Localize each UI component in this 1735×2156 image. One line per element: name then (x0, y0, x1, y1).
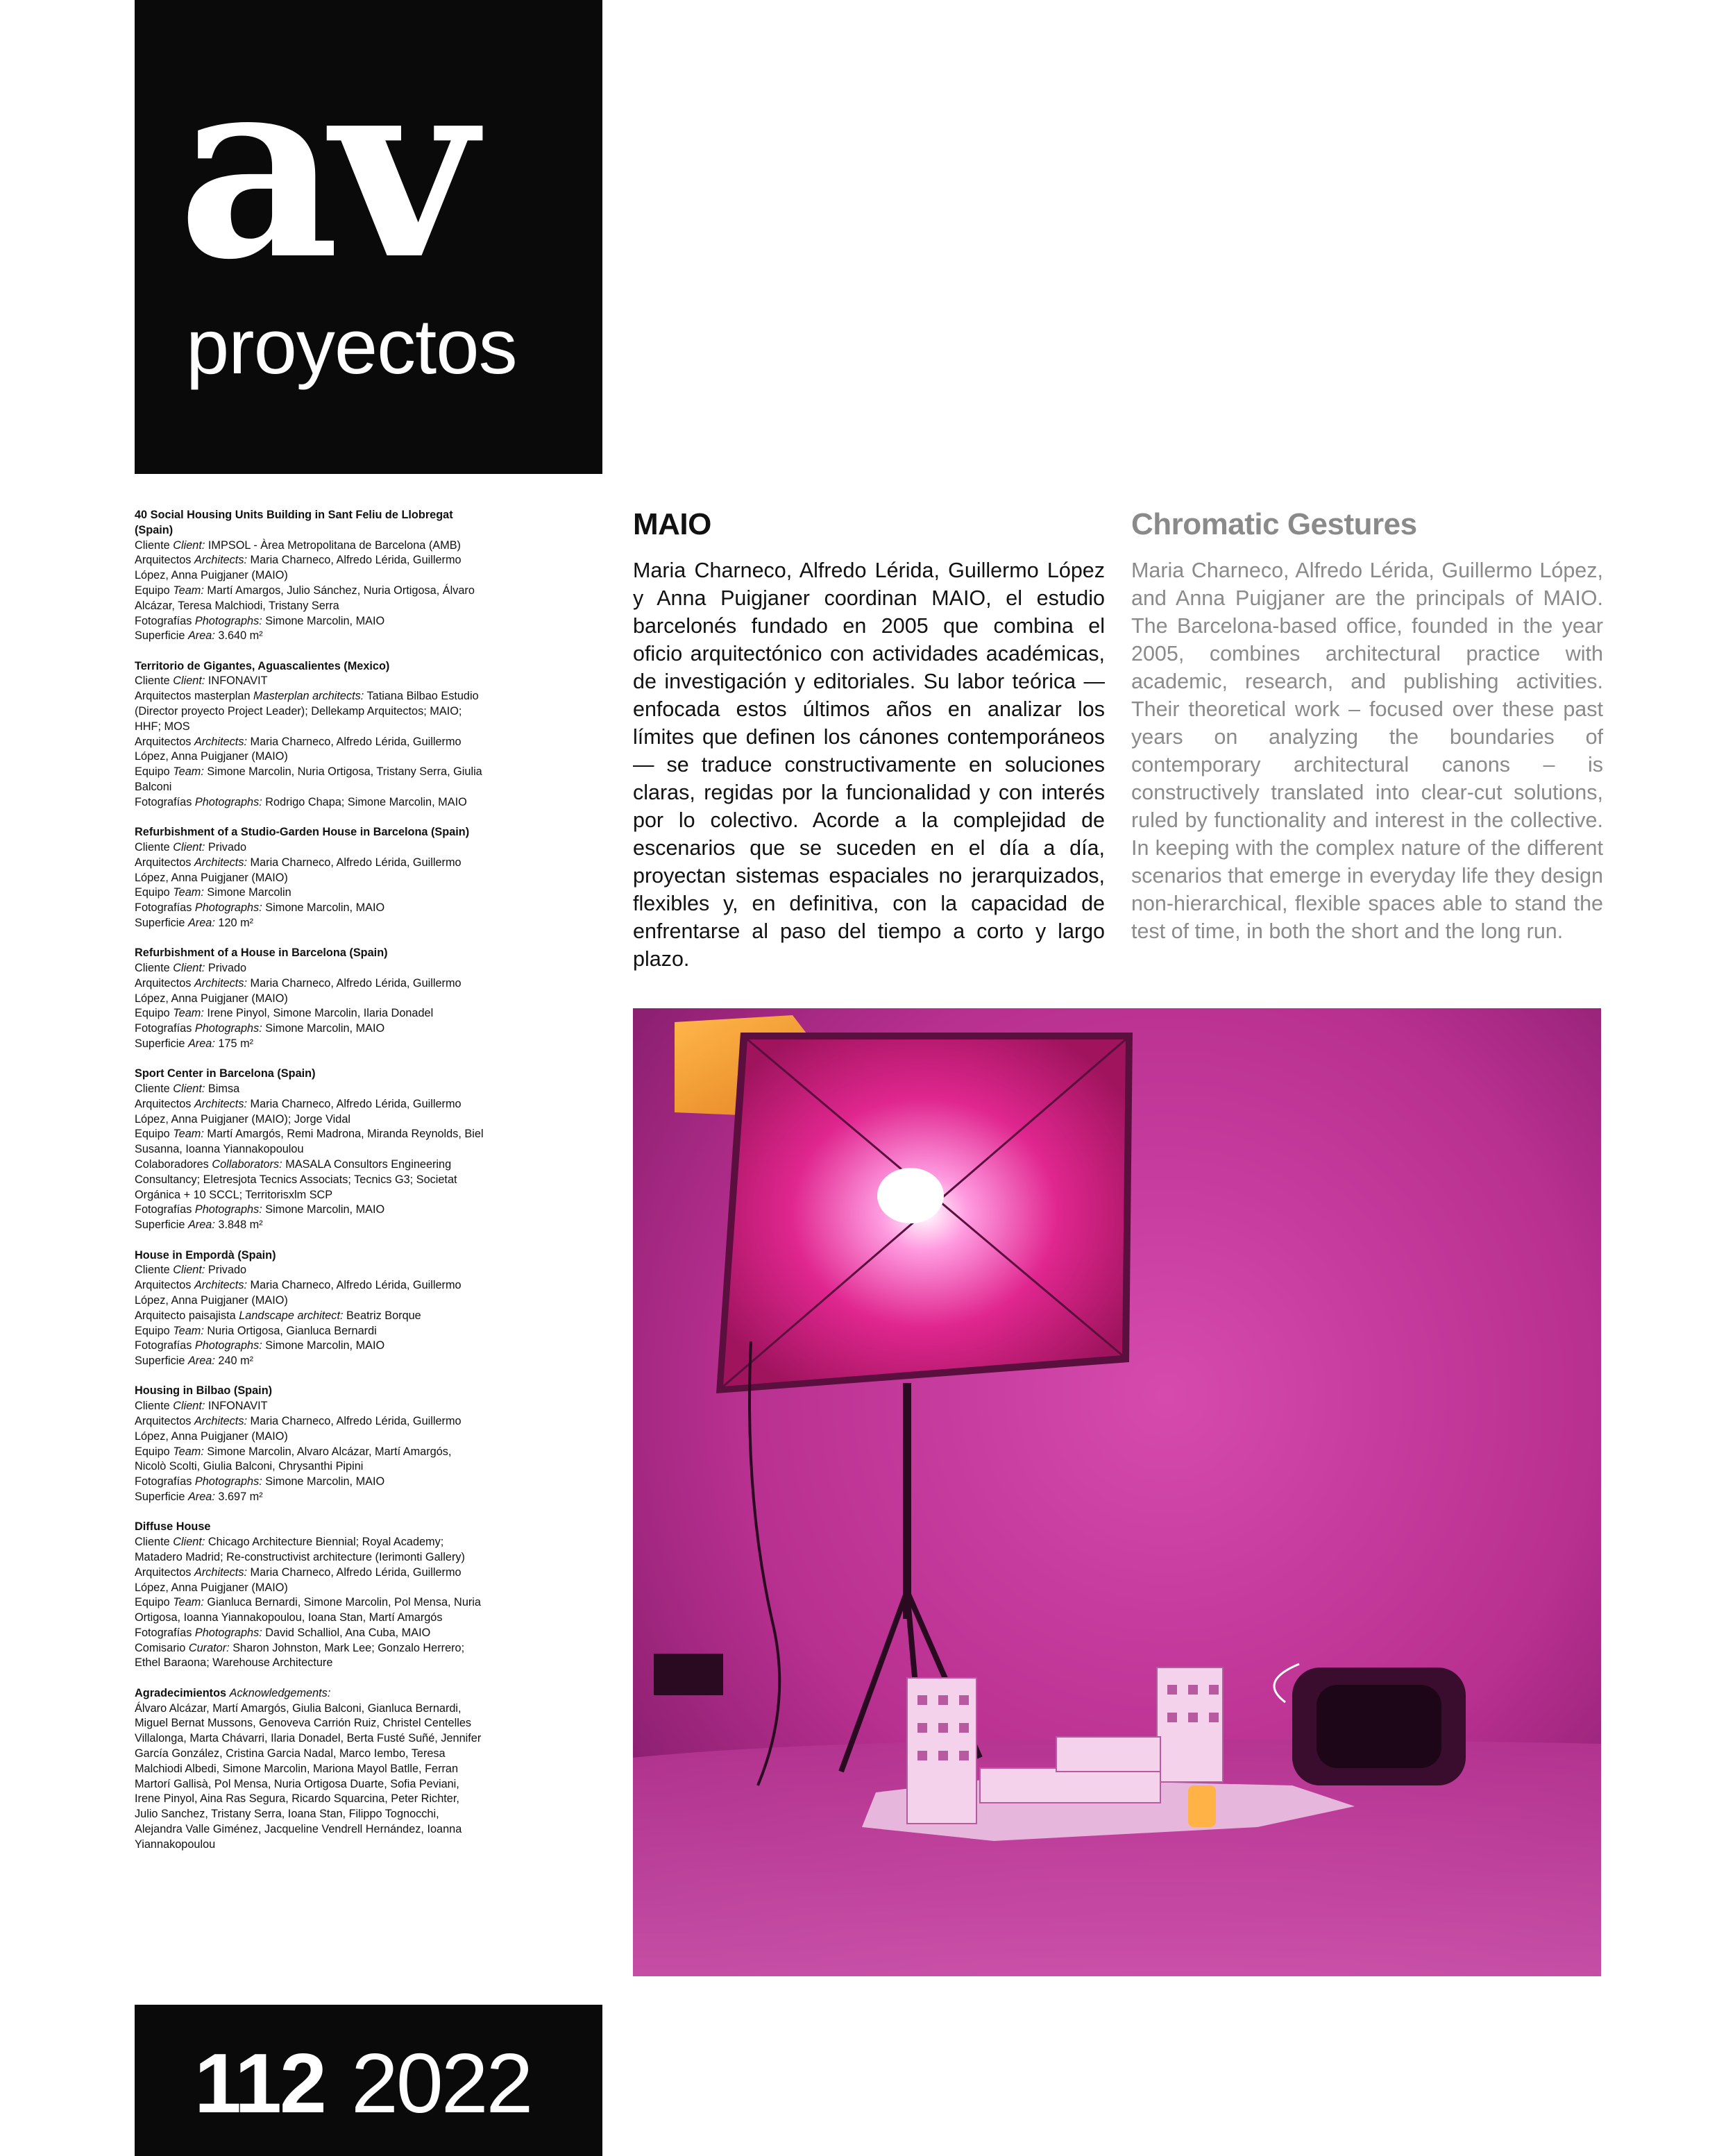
credit-line (135, 1324, 484, 1339)
credit-label: Arquitectos masterplan (135, 690, 251, 703)
credit-line (135, 1021, 484, 1037)
credit-label-en: Team: (173, 1324, 204, 1337)
credit-label: Cliente (135, 674, 170, 688)
credit-value: 3.848 m² (218, 1219, 263, 1232)
issue-number: 112 (194, 2036, 325, 2130)
credit-label-en: Area: (187, 916, 215, 929)
credit-line (135, 1006, 484, 1021)
credit-value: INFONAVIT (208, 1400, 268, 1413)
credit-line (135, 1490, 484, 1505)
credit-label: Fotografías (135, 614, 192, 627)
acknowledgements-heading (135, 1686, 484, 1701)
credit-value: Maria Charneco, Alfredo Lérida, Guillermo López, Anna Puigjaner (MAIO) (135, 554, 462, 582)
credit-line (135, 1339, 484, 1354)
credit-value: Simone Marcolin (207, 886, 291, 899)
credit-label-en: Curator: (188, 1641, 230, 1654)
credit-value: Nuria Ortigosa, Gianluca Bernardi (207, 1324, 377, 1337)
credit-line (135, 1157, 484, 1203)
credit-value: Simone Marcolin, MAIO (265, 1475, 385, 1488)
credit-value: Maria Charneco, Alfredo Lérida, Guillermo López, Anna Puigjaner (MAIO) (135, 1415, 462, 1443)
credit-line (135, 689, 484, 734)
credit-value: Simone Marcolin, MAIO (265, 1022, 385, 1035)
credit-line (135, 1309, 484, 1324)
magazine-logo: av (178, 21, 468, 314)
credit-label: Equipo (135, 886, 170, 899)
credit-value: Simone Marcolin, Alvaro Alcázar, Martí Amargós, Nicolò Scolti, Giulia Balconi, Chrysanthi Pipini (135, 1445, 452, 1473)
credit-label-en: Area: (187, 1219, 215, 1232)
credit-label-en: Area: (187, 1491, 215, 1504)
credit-line (135, 916, 484, 931)
credit-value: 175 m² (218, 1037, 254, 1050)
credit-label: Fotografías (135, 1022, 192, 1035)
article-body-es: Maria Charneco, Alfredo Lérida, Guillermo López y Anna Puigjaner coordinan MAIO, el estudio barcelonés fundado en 2005 que combina el oficio arquitectónico con actividades académicas, de investigación y editoriales. Su labor teórica —enfocada estos últimos años en analizar los límites que definen los cánones contemporáneos— se traduce constructivamente en soluciones claras, regidas por la funcionalidad y con interés por lo colectivo. Acorde a la complejidad de escenarios que se suceden en el día a día, proyectan sistemas espaciales no jerarquizados, flexibles y, en definitiva, con la capacidad de enfrentarse al paso del tiempo a corto y largo plazo. (633, 559, 1105, 971)
credit-line (135, 629, 484, 644)
acknowledgements-label-en: Acknowledgements: (229, 1686, 331, 1699)
credit-label-en: Photographs: (194, 795, 262, 808)
credit-value: Simone Marcolin, MAIO (265, 901, 385, 915)
credit-label-en: Client: (173, 1536, 205, 1549)
issue-bar (135, 2005, 602, 2156)
credit-label: Cliente (135, 1083, 170, 1096)
credit-block (135, 1520, 484, 1671)
credit-label: Arquitectos (135, 1097, 192, 1110)
credit-block (135, 1384, 484, 1504)
credit-label: Superficie (135, 1355, 185, 1368)
masthead (135, 0, 602, 474)
credit-line (135, 856, 484, 886)
credit-block (135, 825, 484, 931)
credit-value: Simone Marcolin, MAIO (265, 1203, 385, 1216)
credit-line (135, 553, 484, 584)
credit-label-en: Collaborators: (212, 1158, 282, 1171)
credit-line (135, 1263, 484, 1278)
credit-value: Maria Charneco, Alfredo Lérida, Guillermo López, Anna Puigjaner (MAIO) (135, 1565, 462, 1594)
acknowledgements-block (135, 1686, 484, 1853)
credit-project-title: Refurbishment of a Studio-Garden House in Barcelona (Spain) (135, 826, 470, 839)
credit-label: Equipo (135, 1596, 170, 1609)
credit-line (135, 538, 484, 554)
credit-label: Fotografías (135, 901, 192, 915)
credit-label: Cliente (135, 1536, 170, 1549)
photo-illustration (633, 1008, 1601, 1976)
credit-value: Gianluca Bernardi, Simone Marcolin, Pol Mensa, Nuria Ortigosa, Ioanna Yiannakopoulou, Ioana Stan, Martí Amargós (135, 1596, 481, 1624)
credit-line (135, 1475, 484, 1490)
credit-value: Martí Amargós, Remi Madrona, Miranda Reynolds, Biel Susanna, Ioanna Yiannakopoulou (135, 1128, 484, 1156)
credit-label-en: Photographs: (194, 614, 262, 627)
credit-label-en: Masterplan architects: (253, 690, 364, 703)
credit-value: Simone Marcolin, MAIO (265, 1339, 385, 1352)
credit-label: Fotografías (135, 1475, 192, 1488)
credit-value: Maria Charneco, Alfredo Lérida, Guillermo López, Anna Puigjaner (MAIO); Jorge Vidal (135, 1097, 462, 1126)
credit-label: Equipo (135, 1128, 170, 1141)
credit-label-en: Team: (173, 1596, 204, 1609)
credit-line (135, 1127, 484, 1157)
credit-value: Rodrigo Chapa; Simone Marcolin, MAIO (265, 795, 467, 808)
credit-label-en: Architects: (194, 1279, 247, 1292)
acknowledgements-label: Agradecimientos (135, 1686, 227, 1699)
credit-label-en: Team: (173, 1007, 204, 1020)
credit-project-title: 40 Social Housing Units Building in Sant Feliu de Llobregat (Spain) (135, 509, 453, 536)
credit-line (135, 614, 484, 629)
credit-value: Maria Charneco, Alfredo Lérida, Guillermo López, Anna Puigjaner (MAIO) (135, 1279, 462, 1307)
credit-label-en: Architects: (194, 735, 247, 748)
credit-label-en: Team: (173, 1445, 204, 1458)
credit-value: INFONAVIT (208, 674, 268, 688)
issue-year: 2022 (351, 2036, 532, 2130)
credit-label-en: Architects: (194, 1415, 247, 1428)
credit-value: Simone Marcolin, MAIO (265, 614, 385, 627)
credit-label-en: Photographs: (194, 1339, 262, 1352)
credit-label-en: Architects: (194, 856, 247, 869)
credit-line (135, 795, 484, 810)
credit-line (135, 1082, 484, 1097)
credit-label-en: Team: (173, 1128, 204, 1141)
credit-label-en: Client: (173, 674, 205, 688)
credit-value: Beatriz Borque (346, 1309, 421, 1322)
credit-line (135, 1641, 484, 1672)
credit-project-title: Sport Center in Barcelona (Spain) (135, 1067, 316, 1080)
credit-label: Equipo (135, 1445, 170, 1458)
credit-block (135, 508, 484, 644)
credit-label-en: Area: (187, 1037, 215, 1050)
credit-label: Cliente (135, 1264, 170, 1277)
credit-line (135, 1626, 484, 1641)
credit-label: Equipo (135, 765, 170, 779)
credit-label: Arquitecto paisajista (135, 1309, 236, 1322)
credit-line (135, 735, 484, 765)
credit-line (135, 1203, 484, 1218)
credit-label: Fotografías (135, 1339, 192, 1352)
credit-label-en: Architects: (194, 1565, 247, 1579)
credit-label: Cliente (135, 1400, 170, 1413)
credit-label: Superficie (135, 1219, 185, 1232)
credit-value: Chicago Architecture Biennial; Royal Academy; Matadero Madrid; Re-constructivist architecture (Ierimonti Gallery) (135, 1536, 465, 1563)
credit-label: Equipo (135, 1324, 170, 1337)
credit-label: Equipo (135, 1007, 170, 1020)
credit-label: Arquitectos (135, 735, 192, 748)
credit-label-en: Client: (173, 962, 205, 975)
credit-line (135, 901, 484, 916)
credit-label: Colaboradores (135, 1158, 209, 1171)
credit-block (135, 659, 484, 810)
acknowledgements-text: Álvaro Alcázar, Martí Amargós, Giulia Balconi, Gianluca Bernardi, Miguel Bernat Mussons, Genoveva Carrión Ruiz, Christel Centelles Villalonga, Marta Chávarri, Ilaria Donadel, Berta Fusté Suñé, Jennifer García González, Cristina Garcia Nadal, Marco Iembo, Teresa Malchiodi Albedi, Simone Marcolin, Mariona Mayol Batlle, Ferran Martorí Gallisà, Pol Mensa, Nuria Ortigosa Duarte, Sofia Peviani, Irene Pinyol, Aina Ras Segura, Ricardo Squarcina, Peter Richter, Julio Sanchez, Tristany Serra, Ioana Stan, Filippo Tognocchi, Alejandra Valle Giménez, Jacqueline Vendrell Hernández, Ioanna Yiannakopoulou (135, 1701, 482, 1851)
credit-label-en: Client: (173, 1264, 205, 1277)
credit-label-en: Photographs: (194, 1203, 262, 1216)
credit-value: 3.697 m² (218, 1491, 263, 1504)
credit-value: Irene Pinyol, Simone Marcolin, Ilaria Donadel (207, 1007, 434, 1020)
credit-label: Arquitectos (135, 1279, 192, 1292)
credit-value: Bimsa (208, 1083, 240, 1096)
credit-line (135, 976, 484, 1007)
credit-value: Maria Charneco, Alfredo Lérida, Guillermo López, Anna Puigjaner (MAIO) (135, 735, 462, 763)
credit-label: Cliente (135, 840, 170, 854)
credit-line (135, 840, 484, 856)
credit-line (135, 1535, 484, 1565)
magazine-subtitle: proyectos (186, 303, 517, 390)
credit-line (135, 1414, 484, 1445)
credit-value: David Schalliol, Ana Cuba, MAIO (265, 1626, 431, 1639)
credit-label: Fotografías (135, 1626, 192, 1639)
credit-label: Arquitectos (135, 1565, 192, 1579)
credit-label: Superficie (135, 1037, 185, 1050)
article-spanish (633, 507, 1105, 973)
credit-label-en: Photographs: (194, 1475, 262, 1488)
credit-label-en: Architects: (194, 1097, 247, 1110)
credit-line (135, 1595, 484, 1626)
credit-label: Arquitectos (135, 1415, 192, 1428)
credit-label-en: Team: (173, 584, 204, 597)
credit-label-en: Client: (173, 538, 205, 552)
credit-label: Arquitectos (135, 554, 192, 567)
credit-project-title: Diffuse House (135, 1520, 211, 1534)
credit-project-title: House in Empordà (Spain) (135, 1248, 276, 1262)
credit-label-en: Client: (173, 840, 205, 854)
credit-block (135, 946, 484, 1052)
credits-column (135, 508, 484, 1867)
credit-project-title: Refurbishment of a House in Barcelona (Spain) (135, 947, 388, 960)
studio-photo (633, 1008, 1601, 1976)
credit-value: 120 m² (218, 916, 254, 929)
credit-line (135, 961, 484, 976)
credit-line (135, 1354, 484, 1369)
credit-line (135, 584, 484, 614)
credit-value: Privado (208, 840, 247, 854)
credit-value: Maria Charneco, Alfredo Lérida, Guillermo López, Anna Puigjaner (MAIO) (135, 856, 462, 884)
credit-value: Maria Charneco, Alfredo Lérida, Guillermo López, Anna Puigjaner (MAIO) (135, 976, 462, 1005)
credit-label: Superficie (135, 1491, 185, 1504)
credit-label-en: Client: (173, 1400, 205, 1413)
credit-value: 240 m² (218, 1355, 254, 1368)
credit-label: Arquitectos (135, 856, 192, 869)
credit-label-en: Team: (173, 886, 204, 899)
credit-line (135, 1445, 484, 1475)
credit-label: Cliente (135, 962, 170, 975)
credit-line (135, 1037, 484, 1052)
credit-label-en: Architects: (194, 976, 247, 990)
credit-label: Superficie (135, 629, 185, 643)
credit-block (135, 1067, 484, 1233)
credit-value: Simone Marcolin, Nuria Ortigosa, Tristany Serra, Giulia Balconi (135, 765, 482, 794)
credit-value: IMPSOL - Àrea Metropolitana de Barcelona (AMB) (208, 538, 461, 552)
credit-line (135, 885, 484, 901)
credit-line (135, 765, 484, 795)
credit-line (135, 1278, 484, 1309)
credit-label-en: Photographs: (194, 1022, 262, 1035)
credit-value: MASALA Consultors Engineering Consultancy; Eletresjota Tecnics Associats; Tecnics G3; Societat Orgánica + 10 SCCL; Territorisxlm SCP (135, 1158, 457, 1201)
credit-label-en: Photographs: (194, 901, 262, 915)
article-english (1131, 507, 1603, 945)
credit-label: Equipo (135, 584, 170, 597)
credit-project-title: Territorio de Gigantes, Aguascalientes (Mexico) (135, 659, 390, 672)
credit-label: Comisario (135, 1641, 186, 1654)
credit-label: Superficie (135, 916, 185, 929)
credit-value: Tatiana Bilbao Estudio (Director proyecto Project Leader); Dellekamp Arquitectos; MAIO; HHF; MOS (135, 690, 479, 733)
credit-value: Martí Amargos, Julio Sánchez, Nuria Ortigosa, Álvaro Alcázar, Teresa Malchiodi, Tristany Serra (135, 584, 475, 612)
credit-label-en: Architects: (194, 554, 247, 567)
credit-label: Cliente (135, 538, 170, 552)
article-title-en: Chromatic Gestures (1131, 507, 1417, 541)
article-title-es: MAIO (633, 507, 711, 541)
credit-project-title: Housing in Bilbao (Spain) (135, 1384, 273, 1398)
credit-label-en: Photographs: (194, 1626, 262, 1639)
credit-line (135, 1218, 484, 1233)
credit-label-en: Area: (187, 1355, 215, 1368)
credit-block (135, 1248, 484, 1369)
credit-value: Privado (208, 1264, 247, 1277)
credit-label-en: Client: (173, 1083, 205, 1096)
credit-value: 3.640 m² (218, 629, 263, 643)
credit-line (135, 1565, 484, 1596)
credit-label: Fotografías (135, 1203, 192, 1216)
credit-label-en: Landscape architect: (239, 1309, 344, 1322)
credit-label-en: Area: (187, 629, 215, 643)
credit-line (135, 674, 484, 689)
credit-label-en: Team: (173, 765, 204, 779)
credit-value: Privado (208, 962, 247, 975)
credit-line (135, 1097, 484, 1128)
article-body-en: Maria Charneco, Alfredo Lérida, Guillermo López, and Anna Puigjaner are the principals of MAIO. The Barcelona-based office, founded in the year 2005, combines architectural practice with academic, research, and publishing activities. Their theoretical work – focused over these past years on analyzing the boundaries of contemporary architectural canons – is constructively translated into clear-cut solutions, ruled by functionality and interest in the collective. In keeping with the complex nature of the different scenarios that emerge in everyday life they design non-hierarchical, flexible spaces able to stand the test of time, in both the short and the long run. (1131, 559, 1603, 943)
credit-label: Arquitectos (135, 976, 192, 990)
credit-value: Sharon Johnston, Mark Lee; Gonzalo Herrero; Ethel Baraona; Warehouse Architecture (135, 1641, 465, 1670)
credit-label: Fotografías (135, 795, 192, 808)
credit-line (135, 1399, 484, 1414)
